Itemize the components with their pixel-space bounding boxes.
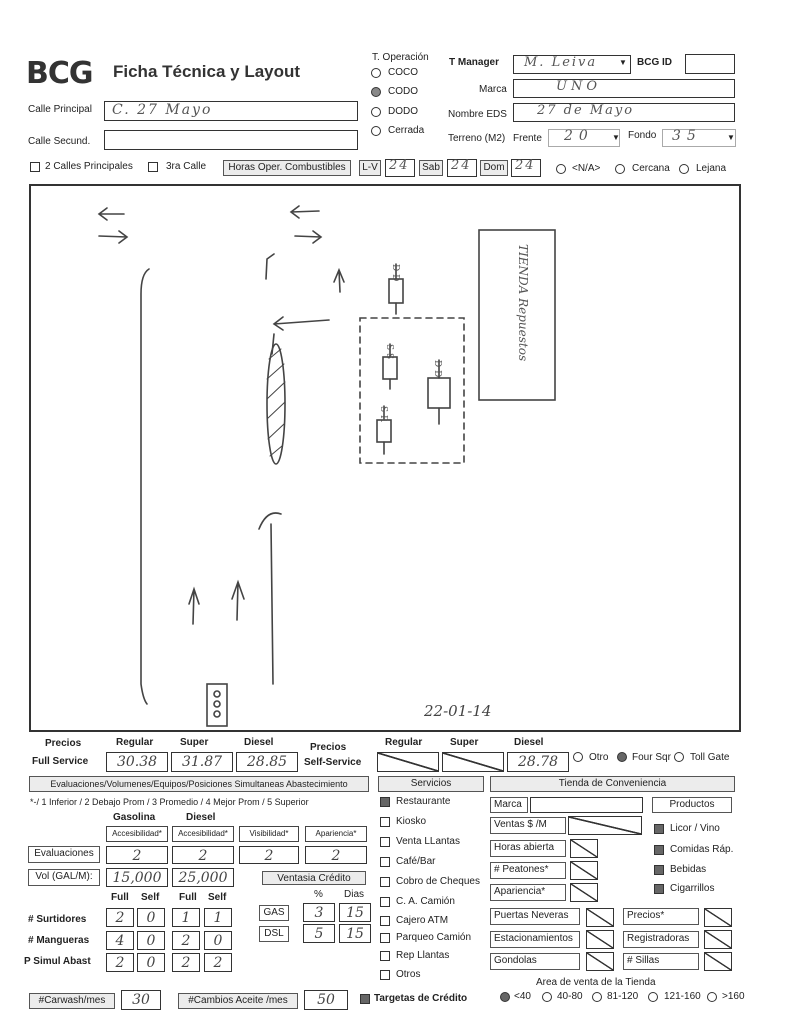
nombre-eds-label: Nombre EDS xyxy=(448,109,507,120)
calle-secund-label: Calle Secund. xyxy=(28,136,91,147)
dodo-label: DODO xyxy=(388,106,418,117)
gas-credit-label: GAS xyxy=(259,905,289,921)
self-super-header: Super xyxy=(450,737,479,748)
t-manager-value: M. Leiva xyxy=(524,55,598,70)
page-title: Ficha Técnica y Layout xyxy=(113,62,301,81)
dos-calles-checkbox[interactable] xyxy=(30,162,40,172)
gasolina-label: Gasolina xyxy=(113,812,156,823)
area-venta-label: Area de venta de la Tienda xyxy=(536,977,656,988)
dias-header: Dias xyxy=(344,889,365,900)
vol-diesel-field[interactable]: 25,000 xyxy=(172,868,234,887)
tienda-marca-label: Marca xyxy=(490,797,528,813)
coco-radio[interactable] xyxy=(371,68,381,78)
four-sqr-label: Four Sqr xyxy=(632,752,671,763)
codo-label: CODO xyxy=(388,86,418,97)
ventas-field[interactable] xyxy=(568,816,642,835)
dos-calles-label: 2 Calles Principales xyxy=(45,161,133,172)
bebidas-checkbox[interactable] xyxy=(654,865,664,875)
estacionamientos-label: Estacionamientos xyxy=(490,931,580,948)
self-regular-value xyxy=(377,752,439,772)
bcg-id-label: BCG ID xyxy=(637,57,672,68)
bebidas-label: Bebidas xyxy=(670,864,707,875)
self-diesel-field[interactable]: 28.78 xyxy=(507,752,569,772)
licor-vino-checkbox[interactable] xyxy=(654,824,664,834)
visibilidad-header: Visibilidad* xyxy=(239,826,299,842)
self-col-1: Self xyxy=(141,892,160,903)
layout-sketch xyxy=(29,184,741,732)
vol-label: Vol (GAL/M): xyxy=(28,869,100,886)
mangueras-self-gas[interactable]: 0 xyxy=(137,931,165,950)
calle-secund-field[interactable] xyxy=(104,130,358,150)
venta-llantas-label: Venta LLantas xyxy=(396,836,460,847)
eval-visibilidad[interactable]: 2 xyxy=(239,846,299,864)
full-regular-field[interactable]: 30.38 xyxy=(106,752,168,772)
area-121-160-label: 121-160 xyxy=(664,991,701,1002)
tienda-label: TIENDA Repuestos xyxy=(516,244,530,362)
surtidores-full-diesel[interactable]: 1 xyxy=(172,908,200,927)
surtidores-label: # Surtidores xyxy=(28,914,87,925)
cambios-aceite-label: #Cambios Aceite /mes xyxy=(178,993,298,1009)
lv-value: 24 xyxy=(389,158,410,173)
puertas-neveras-field[interactable] xyxy=(586,908,614,927)
fondo-label: Fondo xyxy=(628,130,657,141)
lv-label: L-V xyxy=(359,160,381,176)
sab-label: Sab xyxy=(419,160,443,176)
rating-scale: *-/ 1 Inferior / 2 Debajo Prom / 3 Promedio / 4 Mejor Prom / 5 Superior xyxy=(30,797,309,807)
otros-label: Otros xyxy=(396,969,421,980)
simul-full-gas[interactable]: 2 xyxy=(106,953,134,972)
area-40-80-radio[interactable] xyxy=(542,992,552,1002)
comidas-rap-checkbox[interactable] xyxy=(654,845,664,855)
cercana-radio[interactable] xyxy=(615,164,625,174)
sketch-date: 22-01-14 xyxy=(424,702,492,720)
cobro-cheques-label: Cobro de Cheques xyxy=(396,876,480,887)
cafe-bar-checkbox[interactable] xyxy=(380,857,390,867)
otro-radio[interactable] xyxy=(573,752,583,762)
full-super-field[interactable]: 31.87 xyxy=(171,752,233,772)
vol-gas-field[interactable]: 15,000 xyxy=(106,868,168,887)
restaurante-checkbox[interactable] xyxy=(380,797,390,807)
calle-principal-label: Calle Principal xyxy=(28,104,92,115)
cercana-label: Cercana xyxy=(632,163,670,174)
t-operacion-label: T. Operación xyxy=(372,52,429,63)
frente-chevron-icon[interactable]: ▼ xyxy=(612,133,620,142)
gas-dias-field[interactable]: 15 xyxy=(339,903,371,922)
cajero-atm-checkbox[interactable] xyxy=(380,916,390,926)
cobro-cheques-checkbox[interactable] xyxy=(380,877,390,887)
frente-value: 20 xyxy=(564,128,594,144)
comidas-rap-label: Comidas Ráp. xyxy=(670,844,734,855)
self-service-label: Self-Service xyxy=(304,757,362,768)
apariencia-tienda-field[interactable] xyxy=(570,883,598,902)
evaluaciones-header: Evaluaciones/Volumenes/Equipos/Posiciones Simultaneas Abastecimiento xyxy=(29,776,369,792)
horas-abierta-field[interactable] xyxy=(570,839,598,858)
simul-full-diesel[interactable]: 2 xyxy=(172,953,200,972)
simul-label: P Simul Abast xyxy=(24,956,91,967)
cafe-bar-label: Café/Bar xyxy=(396,856,436,867)
apariencia-tienda-label: Apariencia* xyxy=(490,884,566,901)
registradoras-label: Registradoras xyxy=(623,931,699,948)
nombre-eds-value: 27 de Mayo xyxy=(537,103,635,118)
toll-gate-radio[interactable] xyxy=(674,752,684,762)
simul-self-gas[interactable]: 0 xyxy=(137,953,165,972)
ca-camion-label: C. A. Camión xyxy=(396,896,455,907)
area-81-120-radio[interactable] xyxy=(592,992,602,1002)
accesibilidad-gas-header: Accesibilidad* xyxy=(106,826,168,842)
sillas-label: # Sillas xyxy=(623,953,699,970)
rep-llantas-label: Rep Llantas xyxy=(396,950,450,961)
dsl-dias-field[interactable]: 15 xyxy=(339,924,371,943)
apariencia-header: Apariencia* xyxy=(305,826,367,842)
peatones-label: # Peatones* xyxy=(490,862,566,879)
estacionamientos-field[interactable] xyxy=(586,930,614,949)
tienda-header: Tienda de Conveniencia xyxy=(490,776,735,792)
self-super-value xyxy=(442,752,504,772)
servicios-header: Servicios xyxy=(378,776,484,792)
sillas-field[interactable] xyxy=(704,952,732,971)
peatones-field[interactable] xyxy=(570,861,598,880)
carwash-field[interactable]: 30 xyxy=(121,990,161,1010)
area-121-160-radio[interactable] xyxy=(648,992,658,1002)
regular-header: Regular xyxy=(116,737,154,748)
parqueo-camion-checkbox[interactable] xyxy=(380,933,390,943)
pump-label-4: S R xyxy=(378,406,388,422)
mangueras-full-diesel[interactable]: 2 xyxy=(172,931,200,950)
coco-label: COCO xyxy=(388,67,418,78)
accesibilidad-diesel-header: Accesibilidad* xyxy=(172,826,234,842)
eval-apariencia[interactable]: 2 xyxy=(305,846,367,864)
cajero-atm-label: Cajero ATM xyxy=(396,915,449,926)
area-lt40-label: <40 xyxy=(514,991,531,1002)
tienda-marca-field[interactable] xyxy=(530,797,643,813)
precios-label-2: Precios xyxy=(310,742,347,753)
diesel-col-label: Diesel xyxy=(186,812,216,823)
dsl-pct-field[interactable]: 5 xyxy=(303,924,335,943)
precios-label: Precios xyxy=(45,738,82,749)
marca-label: Marca xyxy=(479,84,507,95)
bcg-logo: BCG xyxy=(26,56,93,91)
kiosko-checkbox[interactable] xyxy=(380,817,390,827)
tercera-calle-label: 3ra Calle xyxy=(166,161,207,172)
cigarrillos-checkbox[interactable] xyxy=(654,884,664,894)
dom-label: Dom xyxy=(480,160,508,176)
mangueras-self-diesel[interactable]: 0 xyxy=(204,931,232,950)
gas-pct-field[interactable]: 3 xyxy=(303,903,335,922)
rep-llantas-checkbox[interactable] xyxy=(380,951,390,961)
venta-llantas-checkbox[interactable] xyxy=(380,837,390,847)
chevron-down-icon[interactable]: ▼ xyxy=(619,58,627,67)
gondolas-label: Gondolas xyxy=(490,953,580,970)
fondo-chevron-icon[interactable]: ▼ xyxy=(727,133,735,142)
cerrada-label: Cerrada xyxy=(388,125,425,136)
full-service-label: Full Service xyxy=(32,756,89,767)
na-label: <N/A> xyxy=(572,163,601,174)
calle-principal-value: C. 27 Mayo xyxy=(112,102,213,118)
area-81-120-label: 81-120 xyxy=(607,991,639,1002)
cigarrillos-label: Cigarrillos xyxy=(670,883,715,894)
surtidores-self-diesel[interactable]: 1 xyxy=(204,908,232,927)
pump-label-2: S S xyxy=(384,344,394,360)
fondo-value: 35 xyxy=(672,128,702,144)
terreno-label: Terreno (M2) xyxy=(448,133,506,144)
area-gt160-radio[interactable] xyxy=(707,992,717,1002)
simul-self-diesel[interactable]: 2 xyxy=(204,953,232,972)
self-diesel-header: Diesel xyxy=(514,737,544,748)
area-lt40-radio[interactable] xyxy=(500,992,510,1002)
registradoras-field[interactable] xyxy=(704,930,732,949)
self-col-2: Self xyxy=(208,892,227,903)
full-col-2: Full xyxy=(179,892,197,903)
super-header: Super xyxy=(180,737,209,748)
carwash-label: #Carwash/mes xyxy=(29,993,115,1009)
area-gt160-label: >160 xyxy=(722,991,745,1002)
eval-accesibilidad-gas[interactable]: 2 xyxy=(106,846,168,864)
licor-vino-label: Licor / Vino xyxy=(670,823,720,834)
marca-field[interactable] xyxy=(513,79,735,98)
lejana-radio[interactable] xyxy=(679,164,689,174)
pump-label-3: D D xyxy=(432,360,442,378)
gondolas-field[interactable] xyxy=(586,952,614,971)
productos-button: Productos xyxy=(652,797,732,813)
surtidores-self-gas[interactable]: 0 xyxy=(137,908,165,927)
precios-tienda-label: Precios* xyxy=(623,908,699,925)
dom-value: 24 xyxy=(515,158,536,173)
four-sqr-radio[interactable] xyxy=(617,752,627,762)
area-40-80-label: 40-80 xyxy=(557,991,583,1002)
codo-radio[interactable] xyxy=(371,87,381,97)
cerrada-radio[interactable] xyxy=(371,126,381,136)
dodo-radio[interactable] xyxy=(371,107,381,117)
bcg-id-field[interactable] xyxy=(685,54,735,74)
parqueo-camion-label: Parqueo Camión xyxy=(396,932,472,943)
pump-label-1: D D xyxy=(390,264,400,282)
ca-camion-checkbox[interactable] xyxy=(380,897,390,907)
frente-label: Frente xyxy=(513,133,542,144)
mangueras-label: # Mangueras xyxy=(28,935,90,946)
tarjetas-credito-label: Targetas de Crédito xyxy=(374,993,468,1004)
na-radio[interactable] xyxy=(556,164,566,174)
ventas-label: Ventas $ /M xyxy=(490,817,566,834)
tarjetas-credito-checkbox[interactable] xyxy=(360,994,370,1004)
mangueras-full-gas[interactable]: 4 xyxy=(106,931,134,950)
otros-checkbox[interactable] xyxy=(380,970,390,980)
self-regular-header: Regular xyxy=(385,737,423,748)
lejana-label: Lejana xyxy=(696,163,727,174)
full-diesel-field[interactable]: 28.85 xyxy=(236,752,298,772)
horas-abierta-label: Horas abierta xyxy=(490,840,566,857)
dsl-credit-label: DSL xyxy=(259,926,289,942)
pct-header: % xyxy=(314,889,323,900)
tercera-calle-checkbox[interactable] xyxy=(148,162,158,172)
surtidores-full-gas[interactable]: 2 xyxy=(106,908,134,927)
precios-tienda-field[interactable] xyxy=(704,908,732,927)
sab-value: 24 xyxy=(451,158,472,173)
otro-label: Otro xyxy=(589,752,609,763)
cambios-aceite-field[interactable]: 50 xyxy=(304,990,348,1010)
horas-oper-button[interactable]: Horas Oper. Combustibles xyxy=(223,160,351,176)
toll-gate-label: Toll Gate xyxy=(690,752,730,763)
marca-value: UNO xyxy=(556,79,601,94)
puertas-neveras-label: Puertas Neveras xyxy=(490,908,580,925)
evaluaciones-label: Evaluaciones xyxy=(28,846,100,863)
t-manager-label: T Manager xyxy=(449,57,500,68)
ventasia-credito-label: Ventasia Crédito xyxy=(262,871,366,885)
diesel-header: Diesel xyxy=(244,737,274,748)
restaurante-label: Restaurante xyxy=(396,796,451,807)
eval-accesibilidad-diesel[interactable]: 2 xyxy=(172,846,234,864)
full-col-1: Full xyxy=(111,892,129,903)
kiosko-label: Kiosko xyxy=(396,816,427,827)
